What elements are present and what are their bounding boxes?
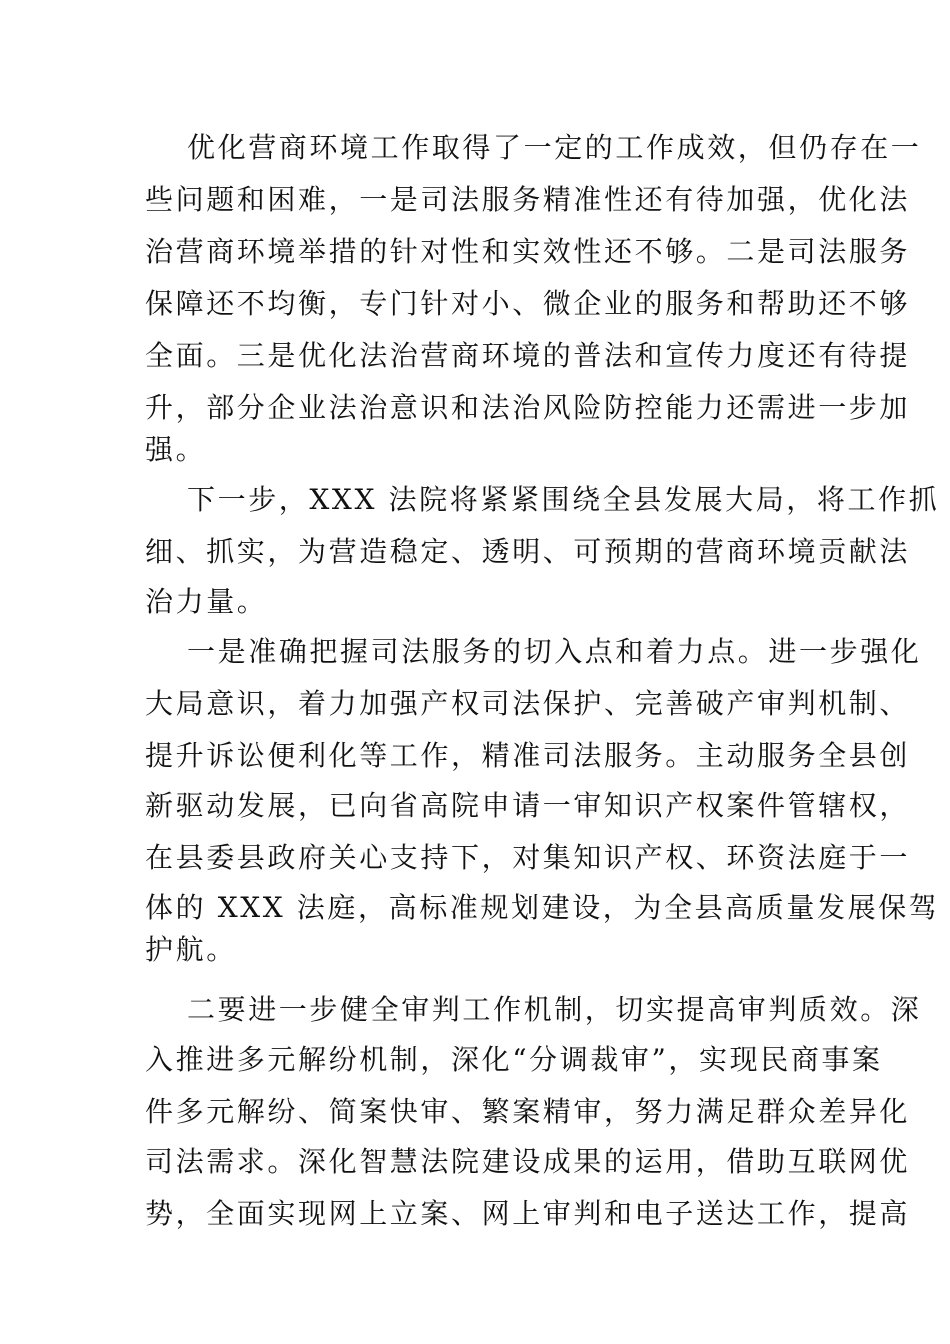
- paragraph-1-line-6: 升，部分企业法治意识和法治风险防控能力还需进一步加: [145, 391, 911, 424]
- paragraph-4-line-5: 势，全面实现网上立案、网上审判和电子送达工作，提高: [145, 1197, 911, 1230]
- paragraph-4-line-1: 二要进一步健全审判工作机制，切实提高审判质效。深: [187, 993, 922, 1026]
- paragraph-2-line-3: 治力量。: [145, 585, 268, 618]
- paragraph-1-line-4: 保障还不均衡，专门针对小、微企业的服务和帮助还不够: [145, 287, 911, 320]
- paragraph-3-line-5: 在县委县政府关心支持下，对集知识产权、环资法庭于一: [145, 841, 911, 874]
- paragraph-4-line-3: 件多元解纷、简案快审、繁案精审，努力满足群众差异化: [145, 1095, 911, 1128]
- paragraph-1-line-1: 优化营商环境工作取得了一定的工作成效，但仍存在一: [187, 131, 922, 164]
- paragraph-1-line-7: 强。: [145, 433, 207, 466]
- paragraph-4-line-4: 司法需求。深化智慧法院建设成果的运用，借助互联网优: [145, 1145, 911, 1178]
- paragraph-1-line-3: 治营商环境举措的针对性和实效性还不够。二是司法服务: [145, 235, 911, 268]
- paragraph-2-line-1: 下一步，XXX 法院将紧紧围绕全县发展大局，将工作抓: [187, 483, 940, 516]
- paragraph-1-line-5: 全面。三是优化法治营商环境的普法和宣传力度还有待提: [145, 339, 911, 372]
- paragraph-1-line-2: 些问题和困难，一是司法服务精准性还有待加强，优化法: [145, 183, 911, 216]
- paragraph-2-line-2: 细、抓实，为营造稳定、透明、可预期的营商环境贡献法: [145, 535, 911, 568]
- paragraph-3-line-2: 大局意识，着力加强产权司法保护、完善破产审判机制、: [145, 687, 911, 720]
- paragraph-3-line-6: 体的 XXX 法庭，高标准规划建设，为全县高质量发展保驾: [145, 891, 940, 924]
- paragraph-3-line-7: 护航。: [145, 933, 237, 966]
- paragraph-3-line-3: 提升诉讼便利化等工作，精准司法服务。主动服务全县创: [145, 739, 911, 772]
- paragraph-3-line-4: 新驱动发展，已向省高院申请一审知识产权案件管辖权，: [145, 789, 911, 822]
- paragraph-3-line-1: 一是准确把握司法服务的切入点和着力点。进一步强化: [187, 635, 922, 668]
- paragraph-4-line-2: 入推进多元解纷机制，深化“分调裁审”，实现民商事案: [145, 1043, 883, 1076]
